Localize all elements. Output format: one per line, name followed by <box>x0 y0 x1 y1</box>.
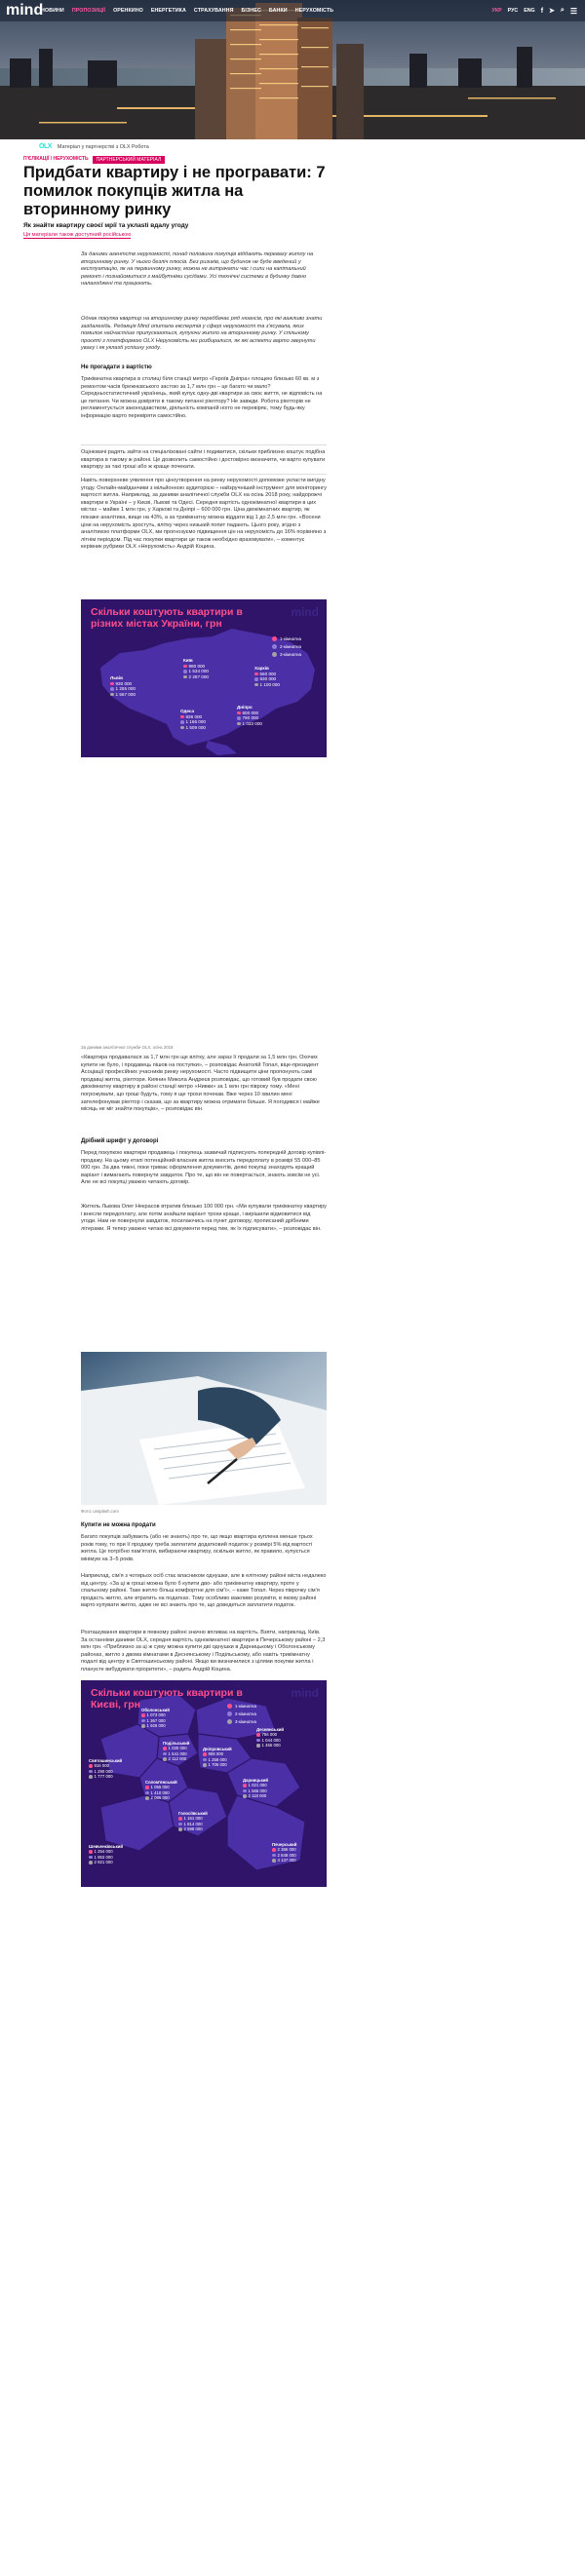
tags <box>23 156 165 164</box>
section-heading-price: Не прогадати з вартістю <box>81 365 152 370</box>
city-kyiv: Київ 990 000 1 534 000 2 287 000 <box>183 658 209 679</box>
district-solomianskyi: Солом'янський 1 056 000 1 410 000 2 085 000 <box>145 1780 177 1801</box>
intro-paragraph-2: Однак покупка квартир на вторинному ринку передбачає ряд нюансів, про які важливо знати заздалегідь. Редакція Mind опитала експертів у сфері нерухомості та з'ясувала, яких помилок найчастіше припускаються, купуючи житло на вторинному ринку. У спільному проєкті з платформою OLX Нерухомість ми розбиралися, як які аспекти варто звернути увагу і як уклasti успішну угоду. <box>81 316 323 352</box>
paragraph-3: Навіть поверхневе уявлення про ціноутворення на ринку нерухомості допоможе укласти вигідну угоду. Онлайн-майданчики з мільйонною аудиторією – найзручніший інструмент для моніторингу вартості житла. Наприклад, за даними аналітичної служби OLX на осінь 2018 року, найдорожчі квартири в Україні – у Києві, Львові та Одесі. Середня вартість однокімнатної квартири в цих містах – майже 1 млн грн, у Харкові та Дніпрі – 600 000 грн. Ціна двокімнатних квартир, як покаже аналітика, вище на 43%, а за трикімнатну можна віддати від 1 до 2,5 млн грн. «Восени ціни на нерухомість зростуть, влітку через низький попит падають. Цього року, згідно з аналітикою платформи OLX, ми прогнозуємо підвищення цін на нерухомість до 16% порівняно з літнім періодом. Під час покупки квартири це також необхідно враховувати», – коментує керівник рубрики OLX «Нерухомість» Андрій Коцина. <box>81 478 327 551</box>
map2-brand: mind <box>291 1686 319 1700</box>
kyiv-price-map <box>81 1680 327 1887</box>
district-sviatoshynskyi: Святошинський 916 000 1 290 000 1 777 000 <box>89 1758 123 1780</box>
paragraph-1: Трикімнатна квартира в столиці біля станції метро «Героїв Дніпра» площею близько 60 кв. м з ремонтом часів брежнєвського застою за 1,7 млн грн – це багато чи мало? Середньостатистичний українець, який купує одну-дві квартири за своє життя, не відповість на це питання. Чи можна довіряти в такому питанні ріелтору? Не завжди. Робота ріелторів не регламентується законодавством, діяльність компаній ніхто не перевіряє, тому будь-яку інформацію варто перевіряти самостійно. <box>81 376 323 419</box>
city-odesa: Одеса 836 000 1 166 000 1 509 000 <box>180 709 206 730</box>
district-dniprovskyi: Дніпровський 908 000 1 258 000 1 706 000 <box>203 1747 232 1768</box>
menu-icon[interactable]: ☰ <box>569 6 577 16</box>
map2-legend: 1-кімнатна 2-кімнатна 3-кімнатна <box>227 1704 256 1724</box>
map1-title: Скільки коштують квартири в різних містах України, грн <box>91 606 243 630</box>
district-holosiivskyi: Голосіївський 1 161 000 1 814 000 2 598 000 <box>178 1811 208 1832</box>
map1-brand: mind <box>291 605 319 619</box>
paragraph-5: Перед покупкою квартири продавець і покупець зазвичай підписують попередній договір купівлі-продажу. На цьому етапі потенційний власник житла вносить передоплату в розмірі 55 000–85 000 грн. За два тижні, поки триває оформлення документів, деякі покупці знаходять кращий варіант і вимагають повернути завдаток. Про те, що він не повертається, знають зовсім не усі. Але не всі покупці уважно читають договір. <box>81 1150 327 1186</box>
site-header <box>0 0 585 21</box>
divider <box>81 444 327 445</box>
article-lead: Як знайти квартиру своєї мрії та уклasti вдалу угоду <box>23 222 189 229</box>
district-obolonskyi: Оболонський 1 073 000 1 367 000 1 926 000 <box>141 1708 170 1729</box>
city-kharkiv: Харків 560 000 830 000 1 100 000 <box>254 666 280 687</box>
lang-rus[interactable]: РУС <box>507 8 519 14</box>
nav-item-news[interactable]: НОВИНИ <box>41 8 64 14</box>
partner-line <box>39 143 149 150</box>
olx-logo: OLX <box>39 143 52 150</box>
facebook-icon[interactable]: f <box>540 7 544 15</box>
telegram-icon[interactable]: ➤ <box>549 8 555 15</box>
article-title: Придбати квартиру і не програвати: 7 помилок покупців житла на вторинному ринку <box>23 164 326 218</box>
site-logo[interactable]: mind <box>6 2 44 19</box>
partner-badge: ПАРТНЕРСЬКИЙ МАТЕРІАЛ <box>93 156 166 164</box>
nav-item-banks[interactable]: БАНКИ <box>268 8 288 14</box>
partner-text: Матеріал у партнерстві з OLX Робота <box>57 143 149 150</box>
district-desnianskyi: Деснянський 756 000 1 044 000 1 455 000 <box>256 1727 284 1749</box>
divider <box>81 474 327 475</box>
city-lviv: Львів 930 000 1 255 000 1 567 000 <box>110 675 136 697</box>
russian-version-link[interactable]: Ця матеріали також доступний російською <box>23 232 132 238</box>
lang-ukr[interactable]: УКР <box>491 8 502 14</box>
paragraph-7: Багато покупців забувають (або не знають) про те, що якщо квартира куплена менше трьох років тому, то при її продажу треба заплатити додатковий податок у розмірі 5% від вартості житла. Це потрібно пам'ятати, вибираючи квартиру, оскільки житло, як правило, купується мінімум на 3–5 років. <box>81 1534 313 1562</box>
district-pecherskyi: Печерський 2 386 000 2 848 000 4 137 000 <box>272 1842 297 1864</box>
paragraph-6: Житель Львова Олег Некрасов втратив близько 100 000 грн. «Ми купували трикімнатну квартиру і внесли передоплату, але потім знайшли варіант трохи краще, і вирішили відмовитися від угоди. Нам не повернули завдаток, посилаючись на пункт договору, прописаний дрібними літерами. Я тепер уважно читаю всі документи перед тим, як їх підписувати», – розповідає він. <box>81 1204 327 1232</box>
main-nav <box>41 8 333 14</box>
nav-item-energy[interactable]: ЕНЕРГЕТИКА <box>150 8 186 14</box>
district-shevchenkivskyi: Шевченківський 1 254 000 1 953 000 2 921 000 <box>89 1844 124 1865</box>
district-podilskyi: Подільський 1 030 000 1 541 000 2 112 000 <box>163 1741 190 1762</box>
photo-caption: Фото: unsplash.com <box>81 1509 119 1514</box>
nav-item-offers[interactable]: ПРОПОЗИЦІЇ <box>71 8 106 14</box>
nav-item-realty[interactable]: НЕРУХОМІСТЬ <box>294 8 334 14</box>
intro-paragraph-1: За даними агентств нерухомості, понад половина покупців віддають перевагу житлу на вторинному ринку. У нього безліч плюсів. Без ризиків, що будинок не буде введений у експлуатацію, як на первинному ринку, можна не витрачати час і сили на капітальний ремонт і познайомитися з майбутніми сусідами. Усі технічні системи в будинку давно налагоджені та працюють. <box>81 251 314 288</box>
category-link[interactable]: П'ЄЛІКАЦІЇ / НЕРУХОМІСТЬ <box>23 156 89 162</box>
nav-item-3[interactable]: ОРЕНКИНО <box>113 8 143 14</box>
nav-item-insurance[interactable]: СТРАХУВАННЯ <box>193 8 234 14</box>
lang-eng[interactable]: ENG <box>524 8 535 14</box>
ukraine-price-map <box>81 599 327 757</box>
city-dnipro: Дніпро 600 000 790 000 1 032 000 <box>237 705 262 726</box>
paragraph-8: Наприклад, сім'я з чотирьох осіб стає власником однушки, але в елітному районі міста недалеко від центру. «За ці ж гроші можна було б купити дво- або трикімнатну квартиру, проте у спальному районі. Таке житло більш комфортне для сім'ї», – каже Топал. Через піврочку сім'я продасть житло, але втратить на податках. Тому особливо важливо розуміти, в якому районі варто купувати житло, адже не всі знають про те, що доведеться заплатити податок. <box>81 1573 327 1609</box>
search-icon[interactable]: ⌕ <box>560 7 565 14</box>
section-heading-contract: Дрібний шрифт у договорі <box>81 1138 159 1144</box>
paragraph-9: Розташування квартири в певному районі значно впливає на вартість. Взяти, наприклад, Київ. За останніми даними OLX, середня вартість однокімнатної квартири в Печерському районі – 2,3 млн грн. «Приблизно за ці ж суму можна купити дві однушки в Дарницькому і Оболонському районах, житло з двома кімнатами в Деснянському і Подільському, або навіть трикімнатну подалі від центру в Святошинському районі. Якщо ви визначилися з цілями покупки житла і плануєте вибудувати пріоритети», – радить Андрій Коцина. <box>81 1630 326 1672</box>
header-right <box>492 7 577 16</box>
map2-title: Скільки коштують квартири в Києві, грн <box>91 1687 243 1711</box>
district-darnytskyi: Дарницький 1 021 000 1 565 000 2 118 000 <box>243 1778 269 1799</box>
paragraph-2: Оцінювачі радять зайти на спеціалізовані сайти і подивитися, скільки приблизно коштує подібна квартира в такому ж районі. Це дозволить самостійно і достовірно визначити, чи варто купувати квартиру за такі гроші або ж краще почекати. <box>81 449 326 471</box>
paragraph-4: «Квартира продавалася за 1,7 млн грн ще влітку, але зараз її продали за 1,5 млн грн. Охочих купити не було, і продавець пішов на поступки», – розповідає Анатолій Топал, віце-президент Асоціації професійних учасників ринку нерухомості. Часто підвищити ціни пропонують самі продавці житла, ріелтори. Киянин Микола Андреєв розповідає, що готовий був продати свою двокімнатну квартиру в районі станції метро «Нивки» за 1 млн грн півроку тому. «Мені погрожували, що гроші будуть, тому я ще трохи почекав. Вже через 10 хвилин мені зателефонував ріелтор і сказав, що за квартиру можна отримати більше. Я погодився і майже місяць не міг знайти покупців», – розповідає він. <box>81 1055 320 1113</box>
nav-item-business[interactable]: БІЗНЕС <box>241 8 261 14</box>
signing-photo <box>81 1352 327 1505</box>
map1-caption: За даними аналітичної служби OLX, осінь 2018 <box>81 1045 174 1050</box>
map1-legend: 1-кімнатна 2-кімнатна 3-кімнатна <box>272 636 301 657</box>
section-heading-resale: Купити не можна продати <box>81 1522 156 1528</box>
